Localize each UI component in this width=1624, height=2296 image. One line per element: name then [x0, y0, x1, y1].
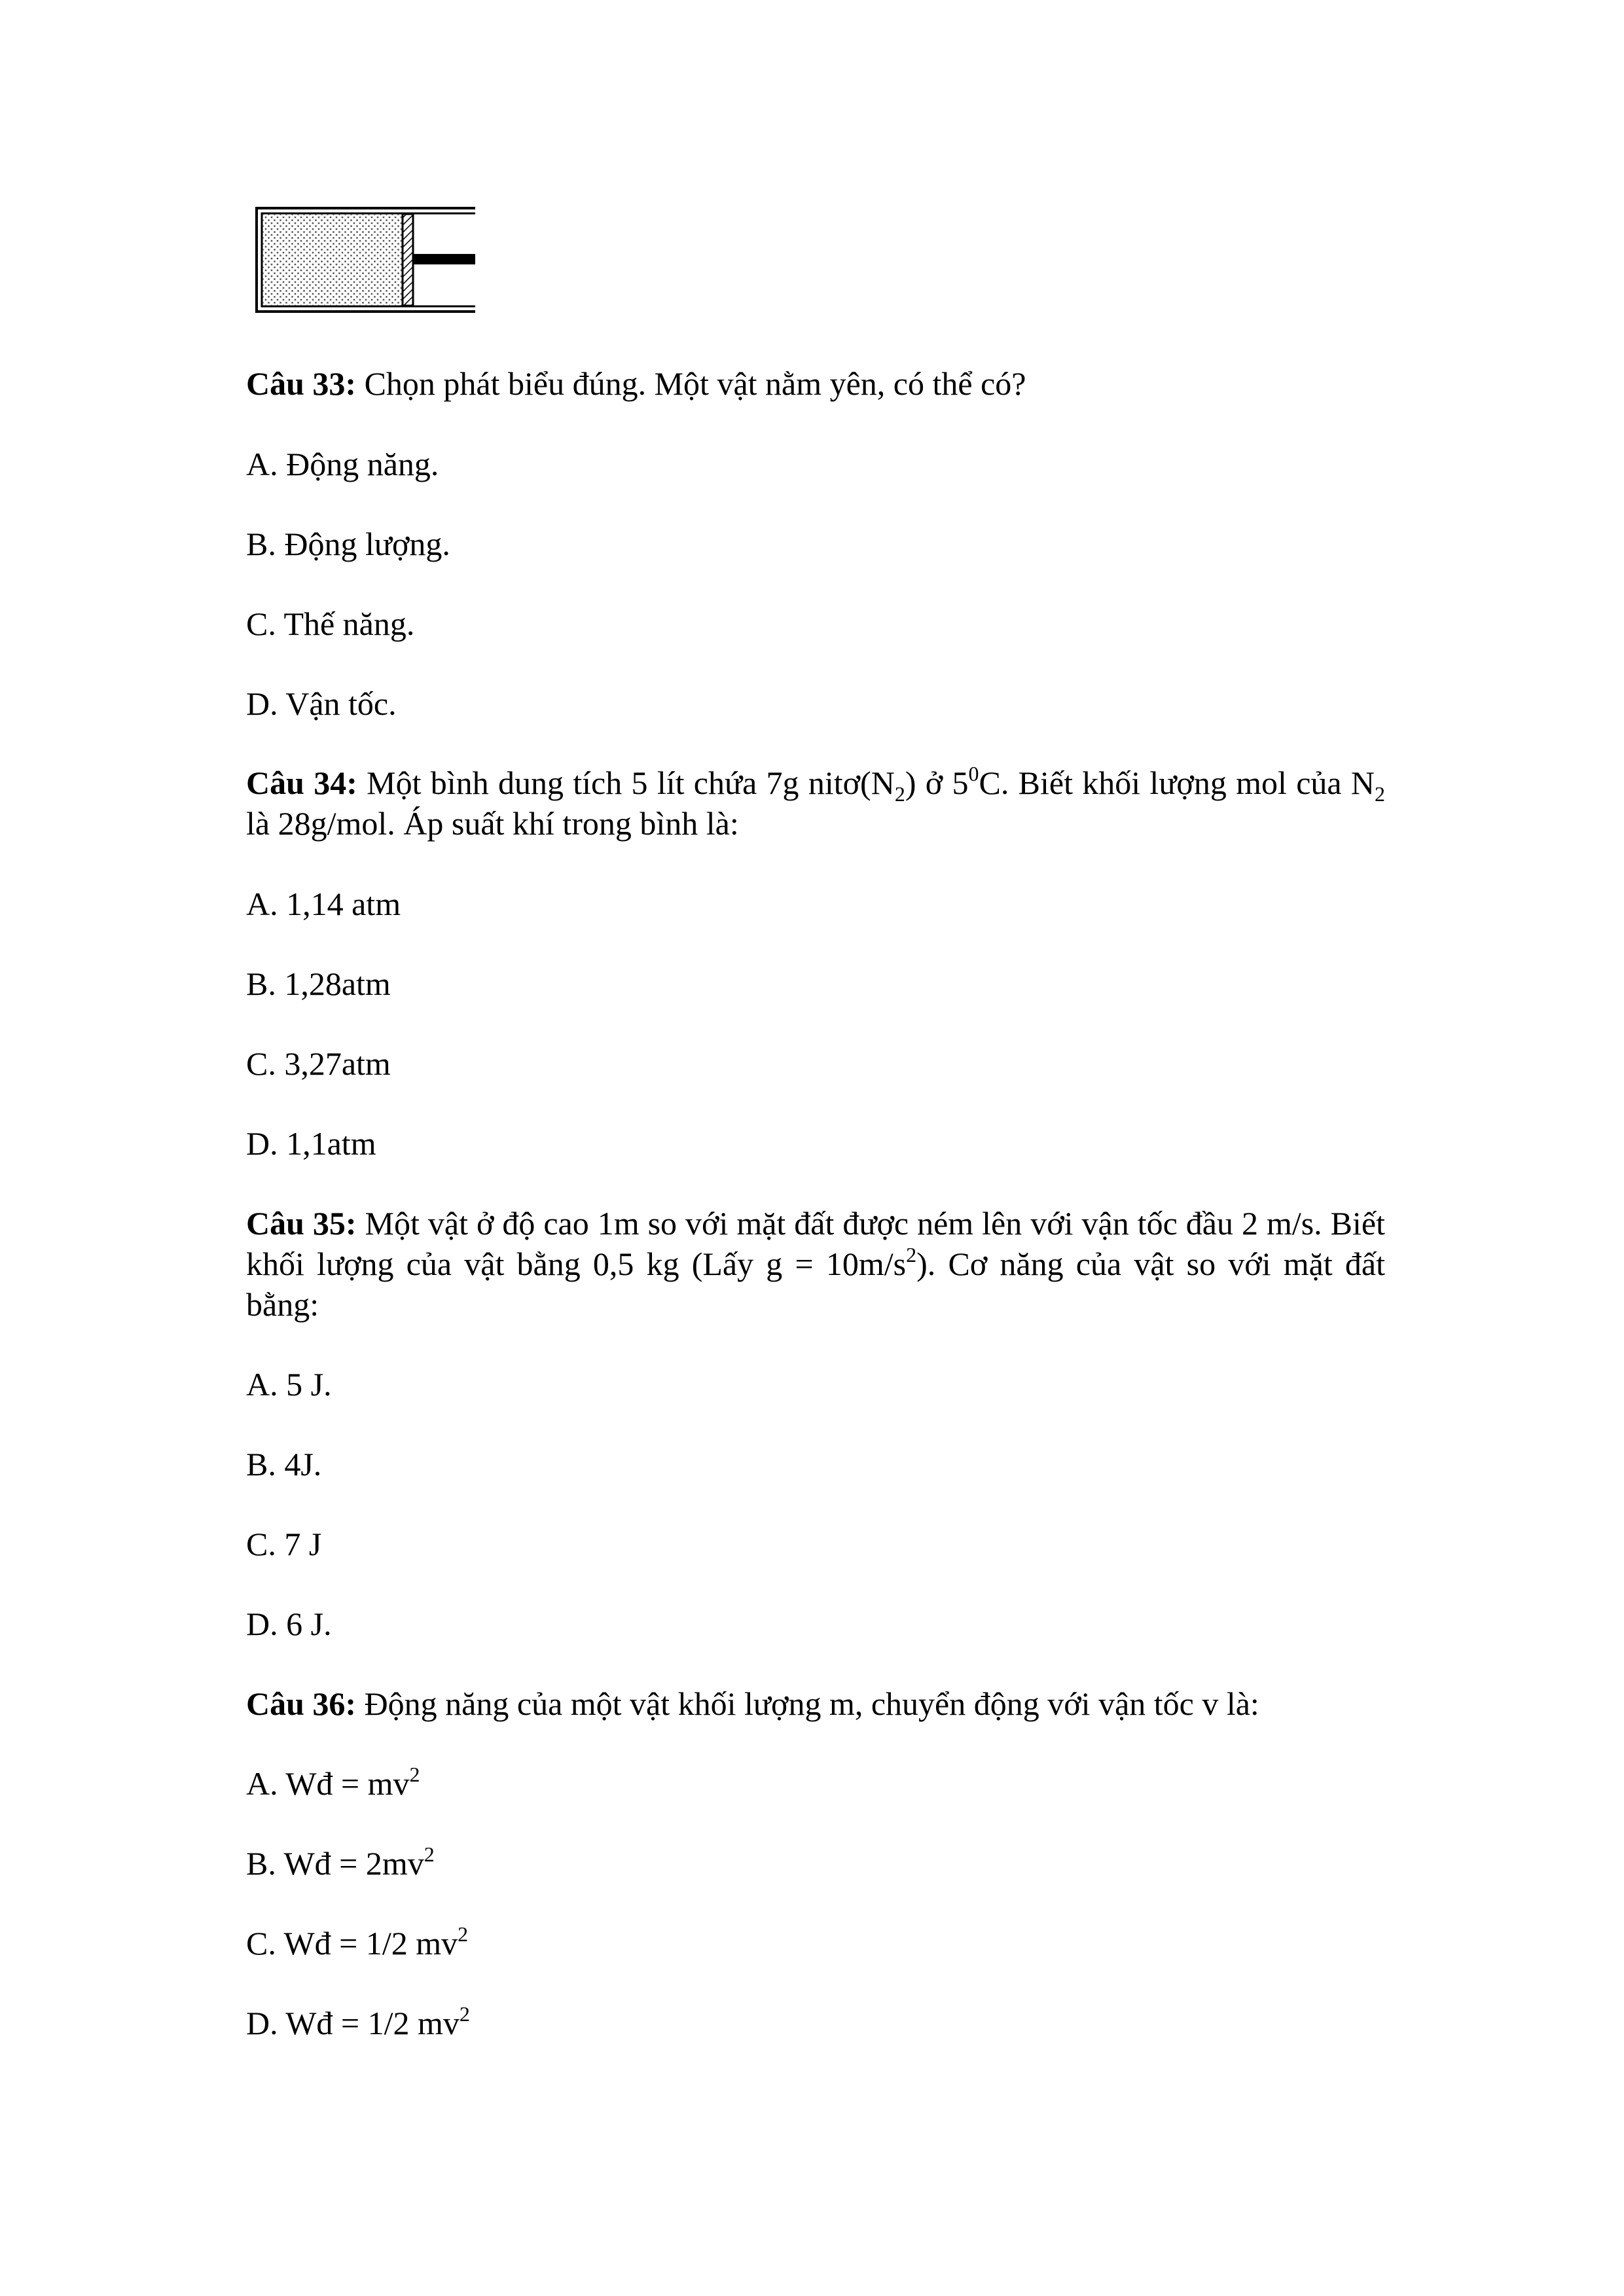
answer-option: D. 1,1atm [246, 1125, 376, 1162]
subscript: 2 [1375, 782, 1386, 806]
question-36 [246, 1683, 1385, 1724]
answer-option: C. 7 J [246, 1526, 322, 1562]
text-part: ). Cơ năng của vật so với mặt đất bằng: [246, 1246, 1385, 1323]
question-label: Câu 35: [246, 1205, 357, 1242]
text-part: Một vật ở độ cao 1m so với mặt đất được ném lên với vận tốc đầu 2 m/s. Biết khối lượng của vật bằng 0,5 kg (Lấy g = 10m/s [246, 1205, 1385, 1282]
option-text: D. Wđ = 1/2 mv [246, 2005, 460, 2041]
answer-option: A. Động năng. [246, 446, 439, 482]
option-text: B. Wđ = 2mv [246, 1845, 424, 1882]
superscript: 2 [458, 1922, 469, 1946]
question-label: Câu 33: [246, 365, 357, 402]
question-stem [246, 1683, 1385, 1724]
answer-option: B. 4J. [246, 1446, 322, 1482]
piston-cylinder-diagram [253, 204, 482, 315]
superscript: 2 [424, 1842, 435, 1867]
question-stem [246, 762, 1385, 844]
question-stem [246, 363, 1385, 404]
question-text: Động năng của một vật khối lượng m, chuyển động với vận tốc v là: [364, 1685, 1259, 1722]
question-text: Chọn phát biểu đúng. Một vật nằm yên, có thể có? [364, 365, 1026, 402]
superscript: 2 [906, 1243, 917, 1267]
text-part: C. Biết khối lượng mol của N [979, 764, 1375, 801]
question-35 [246, 1203, 1385, 1325]
text-part: là 28g/mol. Áp suất khí trong bình là: [246, 805, 739, 842]
answer-option: B. Động lượng. [246, 526, 450, 562]
question-33 [246, 363, 1385, 404]
answer-option: C. 3,27atm [246, 1045, 391, 1082]
text-part: Một bình dung tích 5 lít chứa 7g nitơ(N [367, 764, 895, 801]
superscript: 2 [409, 1763, 420, 1787]
superscript: 0 [968, 762, 979, 786]
answer-option: D. 6 J. [246, 1605, 332, 1642]
answer-option [246, 1843, 1385, 1884]
answer-option [246, 1923, 1385, 1964]
answer-option [246, 1763, 1385, 1804]
question-label: Câu 34: [246, 764, 357, 801]
answer-option: C. Thế năng. [246, 605, 415, 642]
question-stem [246, 1203, 1385, 1325]
answer-option: D. Vận tốc. [246, 685, 397, 722]
answer-option: A. 1,14 atm [246, 886, 401, 922]
superscript: 2 [459, 2002, 470, 2026]
option-text: A. Wđ = mv [246, 1765, 410, 1802]
answer-option: B. 1,28atm [246, 965, 391, 1002]
question-34 [246, 762, 1385, 844]
answer-option: A. 5 J. [246, 1366, 332, 1403]
question-label: Câu 36: [246, 1685, 357, 1722]
answer-option [246, 2003, 1385, 2043]
text-part: ) ở 5 [905, 764, 969, 801]
subscript: 2 [894, 782, 905, 806]
option-text: C. Wđ = 1/2 mv [246, 1925, 458, 1962]
